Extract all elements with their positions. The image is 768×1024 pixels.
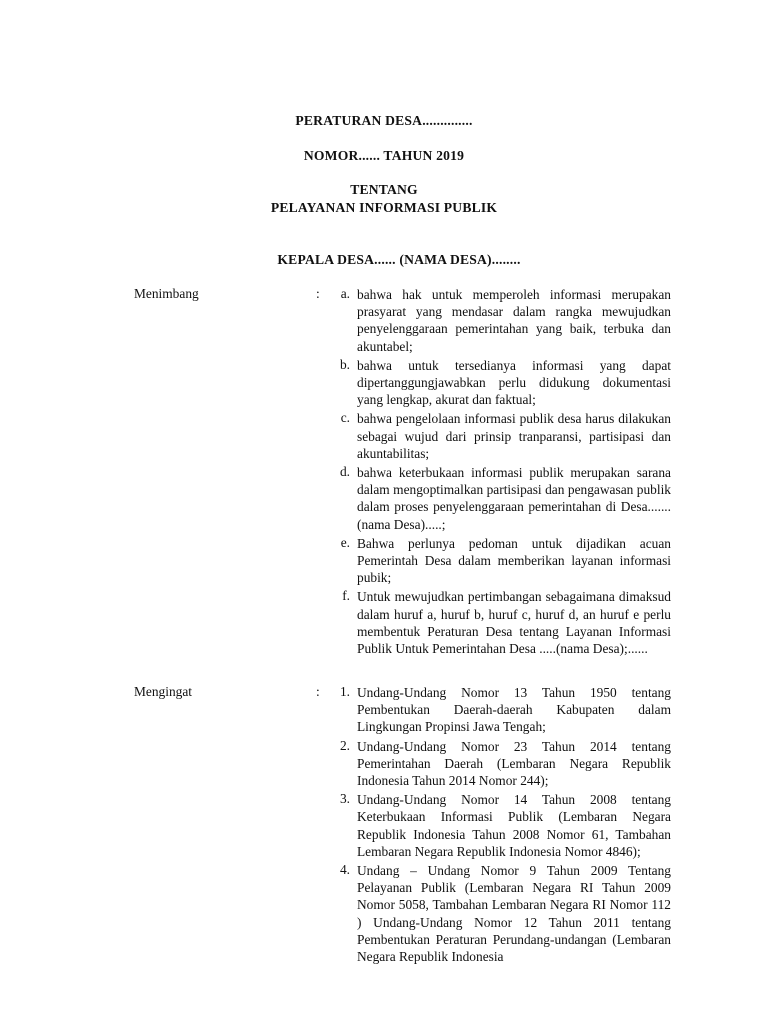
item-text: Untuk mewujudkan pertimbangan sebagaimana dimaksud dalam huruf a, huruf b, huruf c, huruf d, an huruf e perlu membentuk Peraturan Desa tentang Layanan Informasi Publik Untuk Pemerintahan Desa .....(nama Desa);...... [357, 589, 671, 657]
issuer-heading: KEPALA DESA...... (NAMA DESA)........ [277, 252, 521, 267]
item-text: bahwa untuk tersedianya informasi yang dapat dipertanggungjawabkan perlu didukung dokumentasi yang lengkap, akurat dan faktual; [357, 357, 671, 408]
menimbang-label: Menimbang [134, 286, 199, 301]
item-text: Bahwa perlunya pedoman untuk dijadikan acuan Pemerintah Desa dalam memberikan layanan informasi pubik; [357, 535, 671, 586]
item-marker: 2. [339, 737, 350, 753]
regulation-number: NOMOR...... TAHUN 2019 [303, 148, 465, 163]
item-marker: b. [339, 356, 350, 372]
item-text: Undang-Undang Nomor 14 Tahun 2008 tentang Keterbukaan Informasi Publik (Lembaran Negara Republik Indonesia Tahun 2008 Nomor 61, Tambahan Lembaran Negara Republik Indonesia Nomor 4846); [357, 792, 671, 859]
regulation-title: PERATURAN DESA.............. [295, 113, 473, 128]
list-item [330, 738, 671, 790]
mengingat-label: Mengingat [134, 684, 193, 699]
list-item [330, 588, 671, 657]
item-marker: f. [342, 588, 350, 604]
list-item [330, 286, 671, 355]
item-text: bahwa hak untuk memperoleh informasi merupakan prasyarat yang mendasar dalam rangka mewujudkan penyelenggaraan pemerintahan yang baik, terbuka dan akuntabel; [357, 287, 671, 354]
menimbang-list [330, 286, 671, 659]
item-marker: c. [340, 410, 350, 426]
item-text: bahwa keterbukaan informasi publik merupakan sarana dalam mengoptimalkan partisipasi dan pengawasan publik dalam proses penyelenggaraan pemerintahan di Desa....... (nama Desa).....; [357, 465, 671, 532]
mengingat-colon: : [316, 684, 320, 699]
item-marker: e. [340, 534, 350, 550]
item-marker: 4. [339, 862, 350, 878]
item-marker: 3. [339, 791, 350, 807]
item-marker: a. [340, 286, 350, 301]
list-item [330, 357, 671, 409]
mengingat-list [330, 684, 671, 967]
item-text: bahwa pengelolaan informasi publik desa harus dilakukan sebagai wujud dari prinsip tranparansi, partisipasi dan akuntabilitas; [357, 411, 671, 461]
list-item [330, 791, 671, 860]
item-text: Undang – Undang Nomor 9 Tahun 2009 Tentang Pelayanan Publik (Lembaran Negara RI Tahun 2009 Nomor 5058, Tambahan Lembaran Negara RI Nomor 112 ) Undang-Undang Nomor 12 Tahun 2011 tentang Pembentukan Peraturan Perundang-undangan (Lembaran Negara Republik Indonesia [357, 863, 671, 965]
menimbang-colon: : [316, 286, 320, 301]
tentang-heading: TENTANG [350, 182, 418, 197]
item-marker: 1. [339, 684, 350, 699]
item-text: Undang-Undang Nomor 23 Tahun 2014 tentang Pemerintahan Daerah (Lembaran Negara Republik Indonesia Tahun 2014 Nomor 244); [357, 738, 671, 789]
list-item [330, 535, 671, 587]
regulation-subject: PELAYANAN INFORMASI PUBLIK [270, 200, 498, 215]
item-marker: d. [339, 464, 350, 480]
list-item [330, 410, 671, 462]
list-item [330, 684, 671, 736]
list-item [330, 862, 671, 965]
list-item [330, 464, 671, 533]
item-text: Undang-Undang Nomor 13 Tahun 1950 tentang Pembentukan Daerah-daerah Kabupaten dalam Lingkungan Propinsi Jawa Tengah; [357, 685, 671, 735]
